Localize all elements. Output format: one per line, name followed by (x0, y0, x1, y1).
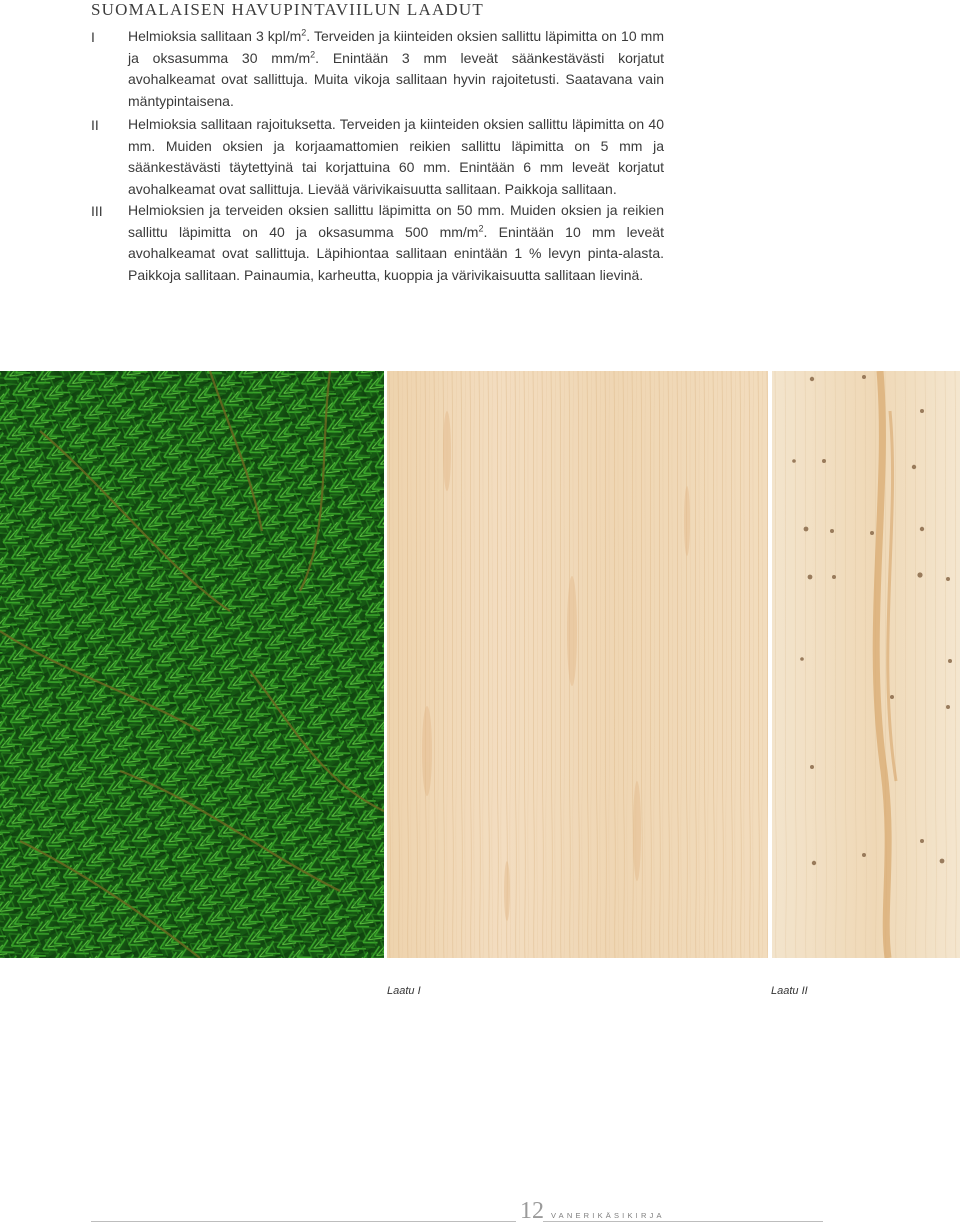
spruce-branches-photo (0, 371, 384, 958)
footer-rule-left (91, 1221, 516, 1222)
page-title: SUOMALAISEN HAVUPINTAVIILUN LAADUT (91, 0, 484, 19)
grade-1-veneer-photo (387, 371, 768, 958)
grade-numeral: II (91, 117, 99, 133)
grade-description: Helmioksia sallitaan 3 kpl/$m^2$. Terveiden ja kiinteiden oksien sallittu läpimitta on 10 mm ja oksasumma 30 $mm/m^2$. Enintään 3 mm leveät säänkestävästi korjatut avohalkeamat ovat sallittuja. Muita vikoja sallitaan hyvin rajoitetusti. Saatavana vain mäntypintaisena. (128, 27, 664, 109)
page-number: 12 (520, 1198, 544, 1224)
book-name: VANERIKÄSIKIRJA (551, 1211, 665, 1220)
grade-2-veneer-photo (772, 371, 960, 958)
grade-description: Helmioksien ja terveiden oksien sallittu läpimitta on 50 mm. Muiden oksien ja reikien sallittu läpimitta on 40 ja oksasumma 500 $mm/m^2$. Enintään 10 mm leveät avohalkeamat ovat sallittuja. Läpihiontaa sallitaan enintään 1 % levyn pinta-alasta. Paikkoja sallitaan. Painaumia, karheutta, kuoppia ja värivikaisuutta sallitaan lievinä. (128, 202, 664, 283)
grade-description: Helmioksia sallitaan rajoituksetta. Terveiden ja kiinteiden oksien sallittu läpimitta on 40 mm. Muiden oksien ja korjaamattomien reikien sallittu läpimitta on 5 mm ja säänkestävästi täytettyinä tai korjattuina 60 mm. Enintään 6 mm leveät korjatut avohalkeamat ovat sallittuja. Lievää värivikaisuutta sallitaan. Paikkoja sallitaan. (128, 116, 664, 197)
grade-numeral: III (91, 203, 103, 219)
caption-grade-2: Laatu II (771, 985, 808, 997)
footer-rule-right (543, 1221, 823, 1222)
caption-grade-1: Laatu I (387, 985, 421, 997)
grade-numeral: I (91, 29, 95, 45)
